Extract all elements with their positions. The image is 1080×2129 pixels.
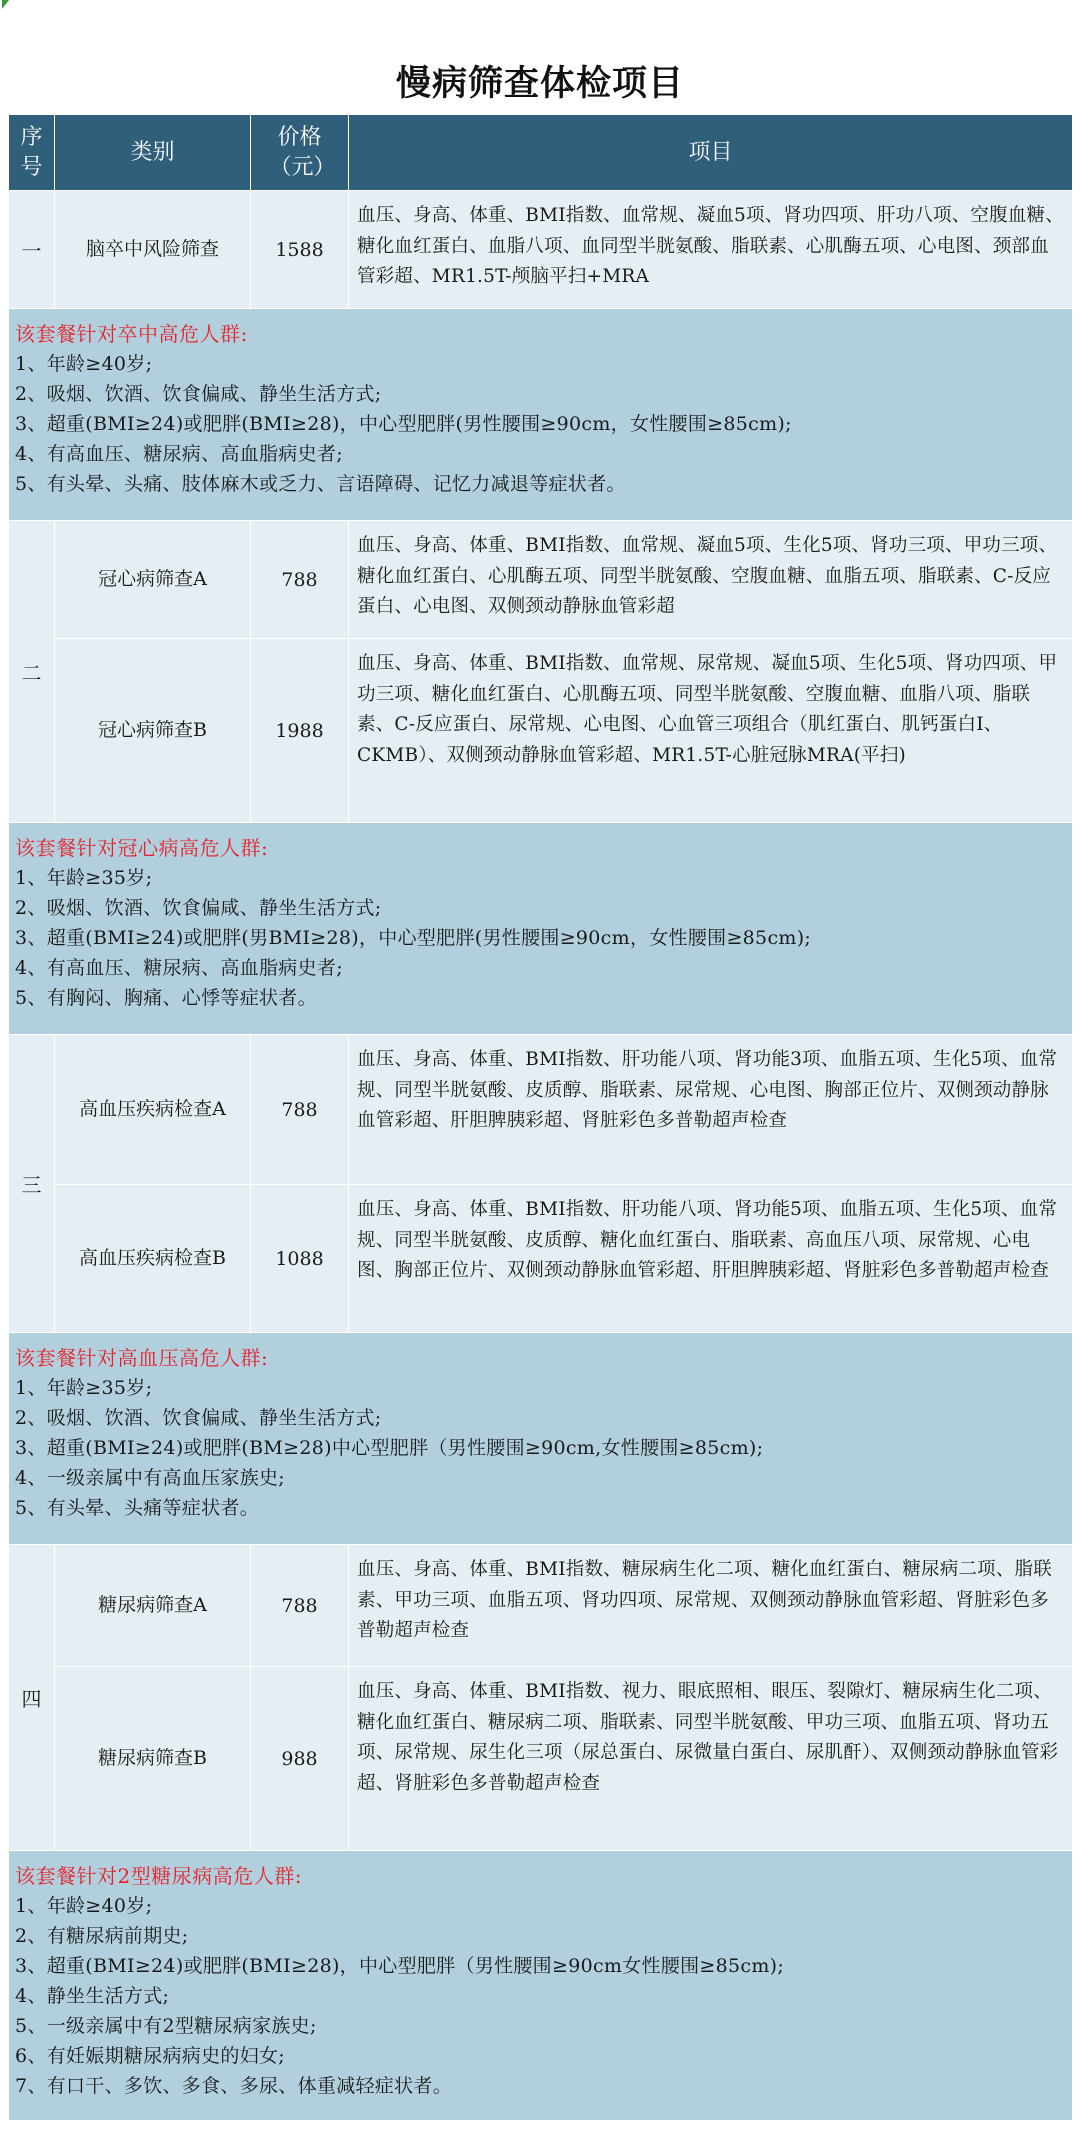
criteria-block <box>9 1333 1073 1545</box>
criteria-line: 3、超重(BMI≥24)或肥胖(BMI≥28)，中心型肥胖(男性腰围≥90cm，女性腰围≥85cm); <box>15 413 792 435</box>
criteria-block <box>9 823 1073 1035</box>
section-seq: 三 <box>9 1035 55 1333</box>
section-seq: 二 <box>9 521 55 823</box>
criteria-line: 3、超重(BMI≥24)或肥胖(BMI≥28)，中心型肥胖（男性腰围≥90cm女性腰围≥85cm); <box>15 1955 785 1977</box>
package-name: 脑卒中风险筛查 <box>55 191 251 309</box>
criteria-title: 该套餐针对卒中高危人群: <box>15 322 248 346</box>
package-name: 冠心病筛查A <box>55 521 251 639</box>
criteria-line: 5、有头晕、头痛、肢体麻木或乏力、言语障碍、记忆力减退等症状者。 <box>15 473 626 495</box>
package-items: 血压、身高、体重、BMI指数、肝功能八项、肾功能5项、血脂五项、生化5项、血常规、同型半胱氨酸、皮质醇、糖化血红蛋白、脂联素、高血压八项、尿常规、心电图、胸部正位片、双侧颈动静脉血管彩超、肝胆脾胰彩超、肾脏彩色多普勒超声检查 <box>349 1185 1073 1333</box>
package-price: 1988 <box>251 639 349 823</box>
package-name: 高血压疾病检查B <box>55 1185 251 1333</box>
section-seq: 四 <box>9 1545 55 1851</box>
criteria-row <box>9 309 1073 521</box>
criteria-line: 1、年龄≥40岁; <box>15 1895 153 1917</box>
package-price: 1588 <box>251 191 349 309</box>
table-row <box>9 1185 1073 1333</box>
table-header-row <box>9 115 1073 191</box>
table-row <box>9 1035 1073 1185</box>
criteria-block <box>9 1851 1073 2121</box>
package-price: 788 <box>251 1545 349 1667</box>
criteria-line: 2、吸烟、饮酒、饮食偏咸、静坐生活方式; <box>15 383 382 405</box>
package-items: 血压、身高、体重、BMI指数、血常规、凝血5项、肾功四项、肝功八项、空腹血糖、糖化血红蛋白、血脂八项、血同型半胱氨酸、脂联素、心肌酶五项、心电图、颈部血管彩超、MR1.5T-颅脑平扫+MRA <box>349 191 1073 309</box>
criteria-line: 5、一级亲属中有2型糖尿病家族史; <box>15 2015 317 2037</box>
criteria-line: 2、有糖尿病前期史; <box>15 1925 189 1947</box>
package-items: 血压、身高、体重、BMI指数、糖尿病生化二项、糖化血红蛋白、糖尿病二项、脂联素、甲功三项、血脂五项、肾功四项、尿常规、双侧颈动静脉血管彩超、肾脏彩色多普勒超声检查 <box>349 1545 1073 1667</box>
section-seq: 一 <box>9 191 55 309</box>
criteria-line: 1、年龄≥35岁; <box>15 867 153 889</box>
header-price: 价格（元） <box>251 115 349 191</box>
package-items: 血压、身高、体重、BMI指数、视力、眼底照相、眼压、裂隙灯、糖尿病生化二项、糖化血红蛋白、糖尿病二项、脂联素、同型半胱氨酸、甲功三项、血脂五项、肾功五项、尿常规、尿生化三项（尿总蛋白、尿微量白蛋白、尿肌酐）、双侧颈动静脉血管彩超、肾脏彩色多普勒超声检查 <box>349 1667 1073 1851</box>
criteria-line: 3、超重(BMI≥24)或肥胖(BM≥28)中心型肥胖（男性腰围≥90cm,女性腰围≥85cm); <box>15 1437 764 1459</box>
criteria-block <box>9 309 1073 521</box>
header-category: 类别 <box>55 115 251 191</box>
package-price: 988 <box>251 1667 349 1851</box>
table-row <box>9 639 1073 823</box>
header-items: 项目 <box>349 115 1073 191</box>
page-title: 慢病筛查体检项目 <box>395 64 684 104</box>
package-items: 血压、身高、体重、BMI指数、血常规、凝血5项、生化5项、肾功三项、甲功三项、糖化血红蛋白、心肌酶五项、同型半胱氨酸、空腹血糖、血脂五项、脂联素、C-反应蛋白、心电图、双侧颈动静脉血管彩超 <box>349 521 1073 639</box>
corner-mark-icon <box>2 0 9 9</box>
criteria-line: 5、有头晕、头痛等症状者。 <box>15 1497 259 1519</box>
package-price: 788 <box>251 1035 349 1185</box>
criteria-line: 4、静坐生活方式; <box>15 1985 170 2007</box>
criteria-line: 2、吸烟、饮酒、饮食偏咸、静坐生活方式; <box>15 897 382 919</box>
table-row <box>9 521 1073 639</box>
criteria-line: 4、一级亲属中有高血压家族史; <box>15 1467 285 1489</box>
criteria-row <box>9 823 1073 1035</box>
criteria-row <box>9 1333 1073 1545</box>
screening-table <box>8 114 1073 2121</box>
package-name: 糖尿病筛查A <box>55 1545 251 1667</box>
criteria-line: 2、吸烟、饮酒、饮食偏咸、静坐生活方式; <box>15 1407 382 1429</box>
table-row <box>9 1667 1073 1851</box>
criteria-line: 6、有妊娠期糖尿病病史的妇女; <box>15 2045 285 2067</box>
criteria-line: 5、有胸闷、胸痛、心悸等症状者。 <box>15 987 317 1009</box>
criteria-line: 1、年龄≥40岁; <box>15 353 153 375</box>
criteria-line: 4、有高血压、糖尿病、高血脂病史者; <box>15 957 343 979</box>
package-price: 788 <box>251 521 349 639</box>
package-name: 冠心病筛查B <box>55 639 251 823</box>
package-price: 1088 <box>251 1185 349 1333</box>
criteria-row <box>9 1851 1073 2121</box>
criteria-line: 4、有高血压、糖尿病、高血脂病史者; <box>15 443 343 465</box>
criteria-line: 3、超重(BMI≥24)或肥胖(男BMI≥28)，中心型肥胖(男性腰围≥90cm，女性腰围≥85cm); <box>15 927 812 949</box>
header-seq: 序号 <box>9 115 55 191</box>
package-items: 血压、身高、体重、BMI指数、肝功能八项、肾功能3项、血脂五项、生化5项、血常规、同型半胱氨酸、皮质醇、脂联素、尿常规、心电图、胸部正位片、双侧颈动静脉血管彩超、肝胆脾胰彩超、肾脏彩色多普勒超声检查 <box>349 1035 1073 1185</box>
criteria-title: 该套餐针对冠心病高危人群: <box>15 836 269 860</box>
criteria-title: 该套餐针对2型糖尿病高危人群: <box>15 1864 302 1888</box>
criteria-line: 7、有口干、多饮、多食、多尿、体重减轻症状者。 <box>15 2075 452 2097</box>
package-items: 血压、身高、体重、BMI指数、血常规、尿常规、凝血5项、生化5项、肾功四项、甲功三项、糖化血红蛋白、心肌酶五项、同型半胱氨酸、空腹血糖、血脂八项、脂联素、C-反应蛋白、尿常规、心电图、心血管三项组合（肌红蛋白、肌钙蛋白I、CKMB）、双侧颈动静脉血管彩超、MR1.5T-心脏冠脉MRA(平扫) <box>349 639 1073 823</box>
table-row <box>9 191 1073 309</box>
package-name: 高血压疾病检查A <box>55 1035 251 1185</box>
table-row <box>9 1545 1073 1667</box>
package-name: 糖尿病筛查B <box>55 1667 251 1851</box>
criteria-title: 该套餐针对高血压高危人群: <box>15 1346 269 1370</box>
criteria-line: 1、年龄≥35岁; <box>15 1377 153 1399</box>
